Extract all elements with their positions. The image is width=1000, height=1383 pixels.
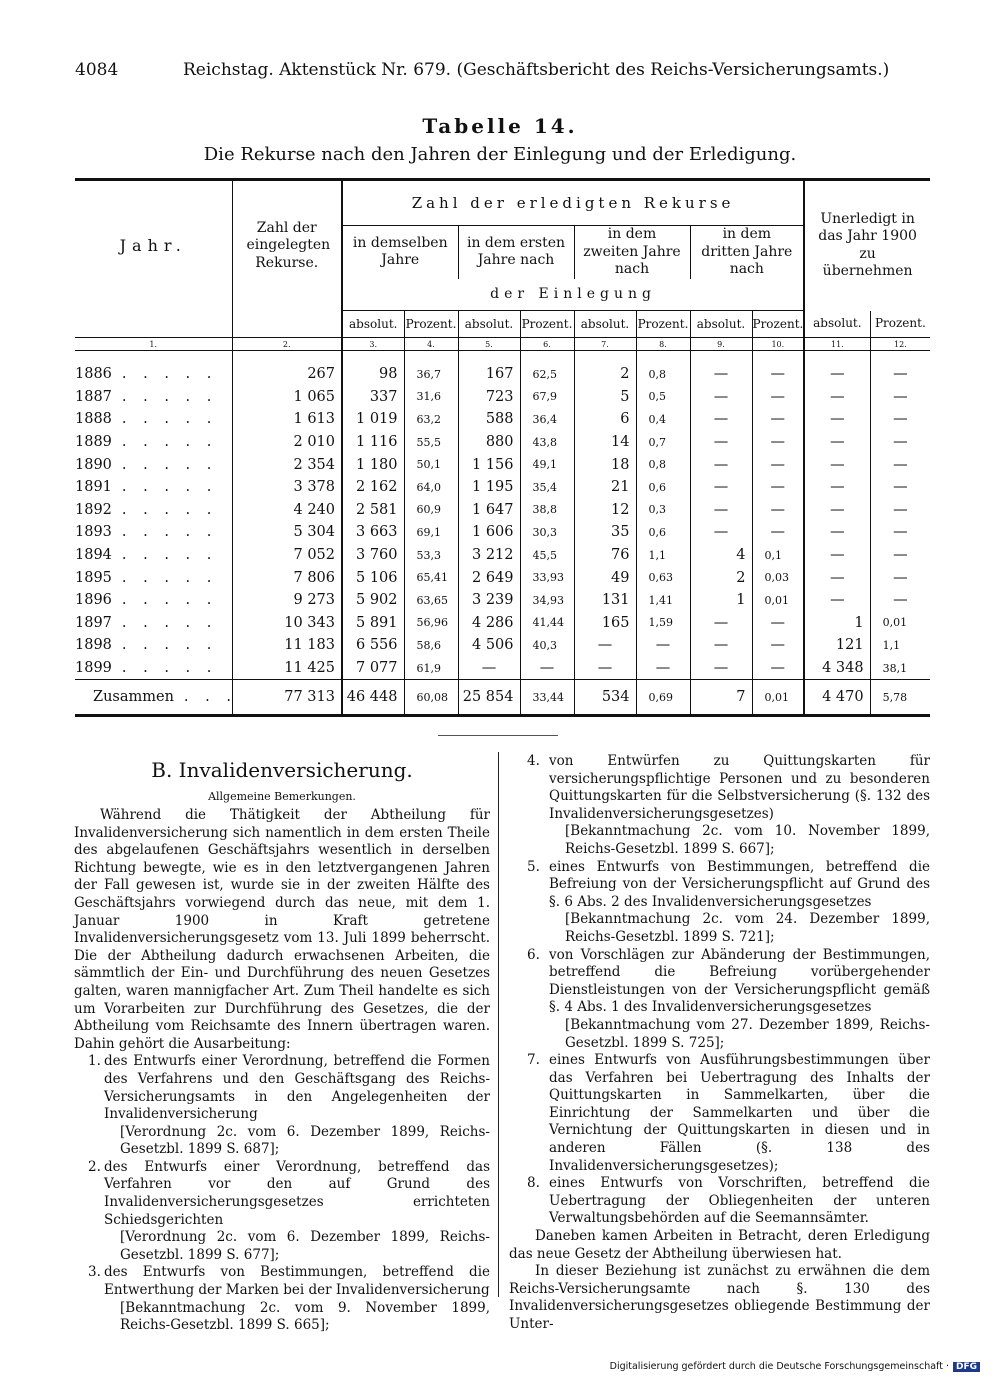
table-cell: 723 [458, 386, 520, 409]
table-cell: 7 [690, 680, 752, 716]
table-cell: 2 [574, 351, 636, 386]
item-text: eines Entwurfs von Bestimmungen, betreffend die Befreiung von der Versicherungspflicht auf Grund des §. 6 Abs. 2 des Invalidenversicherungsgesetzes [549, 858, 930, 910]
table-cell: 5 [574, 386, 636, 409]
item-text: des Entwurfs einer Verordnung, betreffend das Verfahren vor den auf Grund des Invalidenversicherungsgesetzes errichteten Schiedsgerichten [104, 1158, 490, 1228]
item-reference: [Bekanntmachung 2c. vom 9. November 1899, Reichs-Gesetzbl. 1899 S. 665]; [120, 1299, 490, 1334]
table-cell: 49 [574, 566, 636, 589]
total-label: Zusammen . . . [75, 680, 232, 716]
header-period-1: in demselben Jahre [342, 226, 458, 279]
header-jahr: Jahr. [75, 180, 232, 311]
table-cell: 0,69 [636, 680, 690, 716]
table-row [75, 431, 930, 454]
table-cell: 34,93 [520, 589, 574, 612]
table-cell: — [804, 408, 870, 431]
table-row [75, 566, 930, 589]
item-text: von Entwürfen zu Quittungskarten für versicherungspflichtige Personen und zu besonderen Quittungskarten für die Selbstversicherung (§. 132 des Invalidenversicherungsgesetzes) [549, 753, 930, 822]
table-cell: — [690, 521, 752, 544]
table-cell: — [804, 544, 870, 567]
table-cell: — [690, 386, 752, 409]
subheader-absolut: absolut. [690, 311, 752, 338]
table-cell: 1 195 [458, 476, 520, 499]
intro-paragraph: Während die Thätigkeit der Abtheilung für Invalidenversicherung sich namentlich in dem ersten Theile des abgelaufenen Geschäftsjahrs wesentlich in derselben Richtung bewegte, wie es in den letztvergangenen Jahren der Fall gewesen ist, wurde sie in der zweiten Hälfte des Geschäftsjahrs vorwiegend durch das neue, mit dem 1. Januar 1900 in Kraft getretene Invalidenversicherungsgesetz vom 13. Juli 1899 beherrscht. Die der Abtheilung dadurch erwachsenen Arbeiten, die sämmtlich der Ein- und Durchführung des neuen Gesetzes galten, waren mannigfacher Art. Zum Theil handelte es sich um Vorarbeiten zur Durchführung des Gesetzes, die der Abtheilung vom Reichsamte des Innern übertragen waren. Dahin gehört die Ausarbeitung: [74, 807, 490, 1052]
table-row [75, 612, 930, 635]
table-cell: 5 902 [342, 589, 404, 612]
table-cell: 0,1 [752, 544, 804, 567]
year-label: 1897 [75, 614, 112, 631]
item-number: 3. [88, 1264, 101, 1281]
outro-paragraph-2: In dieser Beziehung ist zunächst zu erwähnen die dem Reichs-Versicherungsamte nach §. 130 des Invalidenversicherungsgesetzes obliegende Bestimmung der Unter- [509, 1263, 930, 1332]
table-cell: 31,6 [404, 386, 458, 409]
text-column-left [74, 753, 490, 1335]
table-cell: 165 [574, 612, 636, 635]
table-cell: 4 240 [232, 499, 342, 522]
table-cell: 1 019 [342, 408, 404, 431]
year-cell: 1894 . . . . . [75, 547, 218, 564]
table-cell: 77 313 [232, 680, 342, 716]
section-subtitle: Allgemeine Bemerkungen. [208, 790, 356, 803]
table-body [75, 351, 930, 716]
year-label: Zusammen [93, 689, 174, 706]
section-title: B. Invalidenversicherung. [151, 758, 413, 782]
table-cell: — [752, 657, 804, 680]
table-cell: — [690, 476, 752, 499]
year-label: 1895 [75, 569, 112, 586]
page-number: 4084 [75, 60, 119, 80]
table-cell: 2 649 [458, 566, 520, 589]
table-cell: — [752, 521, 804, 544]
subheader-prozent: Prozent. [752, 311, 804, 338]
item-reference: [Bekanntmachung 2c. vom 10. November 1899, Reichs-Gesetzbl. 1899 S. 667]; [565, 823, 930, 857]
table-cell: 6 [574, 408, 636, 431]
table-cell: 61,9 [404, 657, 458, 680]
table-cell: 5,78 [870, 680, 930, 716]
table-cell: — [870, 589, 930, 612]
table-title: Tabelle 14. [422, 114, 578, 138]
table-cell: 18 [574, 453, 636, 476]
item-number: 8. [527, 1175, 540, 1192]
table-cell: 534 [574, 680, 636, 716]
table-cell: 588 [458, 408, 520, 431]
table-cell: 1,59 [636, 612, 690, 635]
table-cell: 25 854 [458, 680, 520, 716]
subheader-prozent: Prozent. [870, 311, 930, 338]
table-cell: — [804, 386, 870, 409]
year-label: 1886 [75, 366, 112, 383]
table-cell: 0,01 [870, 612, 930, 635]
table-cell: 2 [690, 566, 752, 589]
subheader-absolut: absolut. [804, 311, 870, 338]
table-row [75, 499, 930, 522]
table-cell: — [690, 351, 752, 386]
table-row [75, 544, 930, 567]
table-cell: 14 [574, 431, 636, 454]
year-label: 1898 [75, 637, 112, 654]
column-number: 11. [804, 338, 870, 351]
table-cell: — [752, 453, 804, 476]
table-cell: 58,6 [404, 634, 458, 657]
table-cell: 50,1 [404, 453, 458, 476]
table-cell: 1,41 [636, 589, 690, 612]
table-cell: 880 [458, 431, 520, 454]
table-row [75, 634, 930, 657]
table-cell: 0,03 [752, 566, 804, 589]
table-cell: 337 [342, 386, 404, 409]
table-cell: 0,01 [752, 680, 804, 716]
table-cell: 0,4 [636, 408, 690, 431]
year-cell: 1897 . . . . . [75, 614, 218, 631]
table-row [75, 476, 930, 499]
header-erledigt: Zahl der erledigten Rekurse [342, 180, 804, 226]
table-cell: 4 470 [804, 680, 870, 716]
table-cell: — [752, 499, 804, 522]
table-cell: 4 [690, 544, 752, 567]
header-unerledigt: Unerledigt in das Jahr 1900 zu übernehmen [804, 180, 930, 311]
column-number: 9. [690, 338, 752, 351]
year-label: 1889 [75, 434, 112, 451]
table-cell: 63,2 [404, 408, 458, 431]
item-reference: [Verordnung 2c. vom 6. Dezember 1899, Reichs-Gesetzbl. 1899 S. 687]; [120, 1123, 490, 1158]
year-cell: 1889 . . . . . [75, 434, 218, 451]
table-cell: — [690, 634, 752, 657]
subheader-prozent: Prozent. [520, 311, 574, 338]
table-cell: — [690, 408, 752, 431]
table-cell: — [752, 634, 804, 657]
table-cell: — [870, 499, 930, 522]
list-item [509, 947, 930, 1053]
table-cell: 98 [342, 351, 404, 386]
table-cell: — [870, 521, 930, 544]
table-cell: — [574, 657, 636, 680]
table-cell: 1 613 [232, 408, 342, 431]
table-cell: 11 425 [232, 657, 342, 680]
table-cell: — [752, 431, 804, 454]
table-cell: — [636, 634, 690, 657]
table-cell: 45,5 [520, 544, 574, 567]
table-cell: 0,8 [636, 351, 690, 386]
table-cell: 2 010 [232, 431, 342, 454]
running-head: Reichstag. Aktenstück Nr. 679. (Geschäftsbericht des Reichs-Versicherungsamts.) [183, 60, 890, 80]
year-cell: 1888 . . . . . [75, 411, 218, 428]
table-cell: 0,3 [636, 499, 690, 522]
table-cell: — [690, 431, 752, 454]
item-number: 2. [88, 1158, 101, 1175]
statistics-table [75, 178, 930, 717]
table-cell: — [804, 431, 870, 454]
table-cell: 43,8 [520, 431, 574, 454]
subheader-prozent: Prozent. [404, 311, 458, 338]
table-cell: 60,08 [404, 680, 458, 716]
item-number: 1. [88, 1053, 101, 1070]
header-zahl: Zahl der eingelegten Rekurse. [232, 180, 342, 311]
year-cell: 1896 . . . . . [75, 592, 218, 609]
item-reference: [Bekanntmachung 2c. vom 24. Dezember 1899, Reichs-Gesetzbl. 1899 S. 721]; [565, 911, 930, 945]
table-cell: — [752, 612, 804, 635]
table-cell: 38,8 [520, 499, 574, 522]
table-cell: 33,44 [520, 680, 574, 716]
year-cell: 1898 . . . . . [75, 637, 218, 654]
table-cell: 3 239 [458, 589, 520, 612]
year-label: 1888 [75, 411, 112, 428]
table-cell: 1 647 [458, 499, 520, 522]
table-cell: — [752, 408, 804, 431]
table-cell: 56,96 [404, 612, 458, 635]
table-cell: 63,65 [404, 589, 458, 612]
list-item [74, 1264, 490, 1334]
table-cell: 131 [574, 589, 636, 612]
table-cell: 60,9 [404, 499, 458, 522]
column-number: 3. [342, 338, 404, 351]
table-cell: — [520, 657, 574, 680]
year-label: 1892 [75, 501, 112, 518]
table-cell: 0,6 [636, 476, 690, 499]
subheader-absolut: absolut. [458, 311, 520, 338]
column-number: 7. [574, 338, 636, 351]
item-list-right [509, 753, 930, 1228]
header-period-3: in dem zweiten Jahre nach [574, 226, 690, 279]
table-cell: 3 663 [342, 521, 404, 544]
table-cell: 4 286 [458, 612, 520, 635]
table-cell: 121 [804, 634, 870, 657]
dfg-logo: DFG [953, 1362, 980, 1372]
table-cell: — [804, 521, 870, 544]
list-item [509, 1175, 930, 1228]
table-cell: 0,63 [636, 566, 690, 589]
table-cell: 1 065 [232, 386, 342, 409]
table-cell: 2 354 [232, 453, 342, 476]
table-row [75, 453, 930, 476]
table-cell: — [870, 566, 930, 589]
table-cell: 35 [574, 521, 636, 544]
table-cell: — [690, 453, 752, 476]
subheader-absolut: absolut. [574, 311, 636, 338]
table-cell: 11 183 [232, 634, 342, 657]
table-cell: 9 273 [232, 589, 342, 612]
column-number: 1. [149, 339, 158, 349]
table-row [75, 351, 930, 386]
table-cell: — [870, 386, 930, 409]
table-cell: — [636, 657, 690, 680]
table-cell: 30,3 [520, 521, 574, 544]
table-cell: — [458, 657, 520, 680]
table-row [75, 589, 930, 612]
table-cell: 0,8 [636, 453, 690, 476]
item-text: von Vorschlägen zur Abänderung der Bestimmungen, betreffend die Befreiung vorübergehender Dienstleistungen von der Versicherungspflicht gemäß §. 4 Abs. 1 des Invalidenversicherungsgesetzes [549, 946, 930, 1016]
table-cell: 41,44 [520, 612, 574, 635]
table-cell: — [752, 476, 804, 499]
year-label: 1899 [75, 660, 112, 677]
list-item [509, 859, 930, 947]
table-cell: — [574, 634, 636, 657]
column-number: 6. [520, 338, 574, 351]
table-cell: 67,9 [520, 386, 574, 409]
table-cell: — [870, 408, 930, 431]
header-einlegung: der Einlegung [342, 279, 804, 311]
table-cell: 1 180 [342, 453, 404, 476]
table-cell: 1 [804, 612, 870, 635]
table-cell: 0,6 [636, 521, 690, 544]
item-list-left [74, 1053, 490, 1335]
item-reference: [Verordnung 2c. vom 6. Dezember 1899, Reichs-Gesetzbl. 1899 S. 677]; [120, 1229, 490, 1263]
table-cell: 0,5 [636, 386, 690, 409]
table-cell: 4 506 [458, 634, 520, 657]
table-cell: 38,1 [870, 657, 930, 680]
column-numbers [75, 338, 930, 351]
table-cell: — [804, 566, 870, 589]
item-text: eines Entwurfs von Vorschriften, betreffend die Uebertragung der Obliegenheiten der unteren Verwaltungsbehörden auf die Seemannsämter. [549, 1175, 930, 1227]
table-cell: 53,3 [404, 544, 458, 567]
column-rule [498, 752, 499, 1297]
table-cell: — [870, 453, 930, 476]
table-cell: — [690, 499, 752, 522]
column-number: 10. [752, 338, 804, 351]
table-cell: 5 304 [232, 521, 342, 544]
divider [438, 735, 558, 736]
column-number: 12. [870, 338, 930, 351]
list-item [74, 1053, 490, 1159]
page-header [75, 60, 930, 86]
list-item [509, 753, 930, 859]
table-cell: 3 760 [342, 544, 404, 567]
table-cell: 49,1 [520, 453, 574, 476]
outro-paragraph-1: Daneben kamen Arbeiten in Betracht, deren Erledigung das neue Gesetz der Abtheilung überwiesen hat. [509, 1228, 930, 1262]
column-number: 4. [404, 338, 458, 351]
table-cell: — [804, 476, 870, 499]
table-cell: 3 212 [458, 544, 520, 567]
table-subtitle: Die Rekurse nach den Jahren der Einlegung und der Erledigung. [203, 144, 797, 165]
list-item [509, 1052, 930, 1175]
year-label: 1891 [75, 479, 112, 496]
table-cell: 1,1 [870, 634, 930, 657]
column-number: 2. [232, 338, 342, 351]
table-cell: 1,1 [636, 544, 690, 567]
table-cell: 62,5 [520, 351, 574, 386]
list-item [74, 1159, 490, 1265]
table-cell: — [870, 544, 930, 567]
table-row [75, 657, 930, 680]
table-cell: 267 [232, 351, 342, 386]
table-cell: 1 156 [458, 453, 520, 476]
year-cell: 1890 . . . . . [75, 456, 218, 473]
table-cell: 7 806 [232, 566, 342, 589]
table-cell: 33,93 [520, 566, 574, 589]
table-cell: 1 606 [458, 521, 520, 544]
table-cell: 46 448 [342, 680, 404, 716]
table-cell: 69,1 [404, 521, 458, 544]
table-cell: 5 891 [342, 612, 404, 635]
subheader-prozent: Prozent. [636, 311, 690, 338]
item-text: des Entwurfs einer Verordnung, betreffend die Formen des Verfahrens und den Geschäftsgang des Reichs-Versicherungsamts in den Angelegenheiten der Invalidenversicherung [104, 1053, 490, 1123]
table-cell: 35,4 [520, 476, 574, 499]
table-cell: — [804, 453, 870, 476]
table-cell: 6 556 [342, 634, 404, 657]
table-cell: — [870, 351, 930, 386]
item-reference: [Bekanntmachung vom 27. Dezember 1899, Reichs-Gesetzbl. 1899 S. 725]; [565, 1016, 930, 1051]
table-row [75, 408, 930, 431]
table-cell: 3 378 [232, 476, 342, 499]
table-cell: 1 116 [342, 431, 404, 454]
table-cell: — [690, 612, 752, 635]
table-cell: 36,7 [404, 351, 458, 386]
table-cell: 64,0 [404, 476, 458, 499]
footer [610, 1361, 980, 1372]
column-number: 5. [458, 338, 520, 351]
table-cell: — [804, 499, 870, 522]
year-cell: 1895 . . . . . [75, 569, 218, 586]
table-cell: 5 106 [342, 566, 404, 589]
table-cell: 65,41 [404, 566, 458, 589]
year-cell: 1893 . . . . . [75, 524, 218, 541]
year-cell: 1887 . . . . . [75, 388, 218, 405]
item-number: 4. [527, 753, 540, 769]
year-cell: 1892 . . . . . [75, 501, 218, 518]
subheader-absolut: absolut. [342, 311, 404, 338]
table-cell: — [870, 476, 930, 499]
year-label: 1896 [75, 592, 112, 609]
year-label: 1893 [75, 524, 112, 541]
table-cell: 36,4 [520, 408, 574, 431]
column-number: 8. [636, 338, 690, 351]
table-cell: 0,7 [636, 431, 690, 454]
table-cell: 10 343 [232, 612, 342, 635]
header-period-2: in dem ersten Jahre nach [458, 226, 574, 279]
table-cell: 55,5 [404, 431, 458, 454]
table-cell: 7 077 [342, 657, 404, 680]
year-cell: 1899 . . . . . [75, 660, 218, 677]
table-cell: 1 [690, 589, 752, 612]
table-cell: 21 [574, 476, 636, 499]
item-text: des Entwurfs von Bestimmungen, betreffend die Entwerthung der Marken bei der Invalidenversicherung [104, 1264, 490, 1299]
item-number: 7. [527, 1052, 540, 1069]
table-cell: 12 [574, 499, 636, 522]
table-cell: — [804, 589, 870, 612]
table-cell: — [804, 351, 870, 386]
table-cell: 76 [574, 544, 636, 567]
table-row [75, 386, 930, 409]
item-text: eines Entwurfs von Ausführungsbestimmungen über das Verfahren bei Uebertragung des Inhalts der Quittungskarten in Sammelkarten, über die Einrichtung der Sammelkarten und über die Vernichtung der Quittungskarten in diesen und in anderen Fällen (§. 138 des Invalidenversicherungsgesetzes); [549, 1052, 930, 1174]
table-cell: — [752, 351, 804, 386]
total-row [75, 680, 930, 716]
table-cell: — [752, 386, 804, 409]
table-cell: — [690, 657, 752, 680]
table-row [75, 521, 930, 544]
header-period-4: in dem dritten Jahre nach [690, 226, 804, 279]
table-cell: 2 581 [342, 499, 404, 522]
table-cell: 7 052 [232, 544, 342, 567]
table-cell: 0,01 [752, 589, 804, 612]
table-cell: 2 162 [342, 476, 404, 499]
item-number: 5. [527, 858, 540, 875]
table-cell: 167 [458, 351, 520, 386]
table-cell: — [870, 431, 930, 454]
year-cell: 1886 . . . . . [75, 366, 218, 383]
year-label: 1894 [75, 547, 112, 564]
year-label: 1887 [75, 388, 112, 405]
item-number: 6. [527, 946, 540, 963]
text-column-right [509, 753, 930, 1334]
table-cell: 40,3 [520, 634, 574, 657]
footer-text: Digitalisierung gefördert durch die Deutsche Forschungsgemeinschaft · [609, 1361, 949, 1372]
table-cell: 4 348 [804, 657, 870, 680]
year-label: 1890 [75, 456, 112, 473]
year-cell: 1891 . . . . . [75, 479, 218, 496]
